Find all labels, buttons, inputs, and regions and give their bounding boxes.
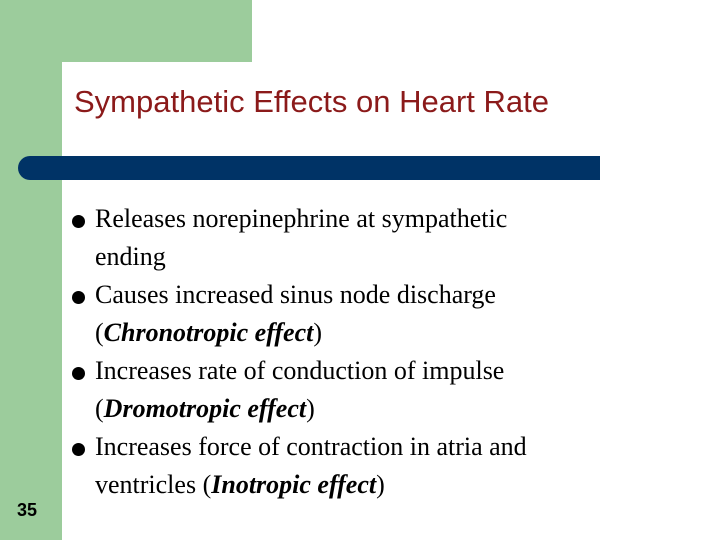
bullet-text-prefix: ventricles ( (95, 470, 212, 499)
bullet-list (72, 200, 712, 504)
bullet-text-suffix: ) (313, 318, 323, 347)
slide-title: Sympathetic Effects on Heart Rate (74, 84, 549, 119)
bullet-text-suffix: ) (306, 394, 315, 423)
bullet-text-line1: Releases norepinephrine at sympathetic (95, 204, 508, 233)
term-inotropic-effect: Inotropic effect (211, 470, 377, 499)
bullet-dot-icon (72, 215, 85, 228)
bullet-text-prefix: ( (95, 394, 104, 423)
bullet-item-norepinephrine (72, 200, 712, 276)
term-chronotropic-effect: Chronotropic effect (103, 318, 314, 347)
bullet-dot-icon (72, 367, 85, 380)
decorative-green-band-left (0, 0, 62, 540)
title-underline-bar (18, 156, 600, 180)
bullet-item-dromotropic (72, 352, 712, 428)
bullet-text-line2 (95, 466, 712, 504)
term-dromotropic-effect: Dromotropic effect (103, 394, 307, 423)
bullet-text-suffix: ) (376, 470, 385, 499)
bullet-text-line1: Increases rate of conduction of impulse (95, 356, 505, 385)
bullet-item-inotropic (72, 428, 712, 504)
bullet-text-line2 (95, 390, 712, 428)
bullet-text-prefix: ( (95, 318, 104, 347)
bullet-item-chronotropic (72, 276, 712, 352)
bullet-text-line2: ending (95, 242, 166, 271)
bullet-text-line1: Causes increased sinus node discharge (95, 280, 496, 309)
bullet-text-line1: Increases force of contraction in atria and (95, 432, 527, 461)
bullet-dot-icon (72, 291, 85, 304)
slide-number: 35 (17, 500, 38, 520)
bullet-text-line2 (95, 314, 712, 352)
bullet-dot-icon (72, 443, 85, 456)
